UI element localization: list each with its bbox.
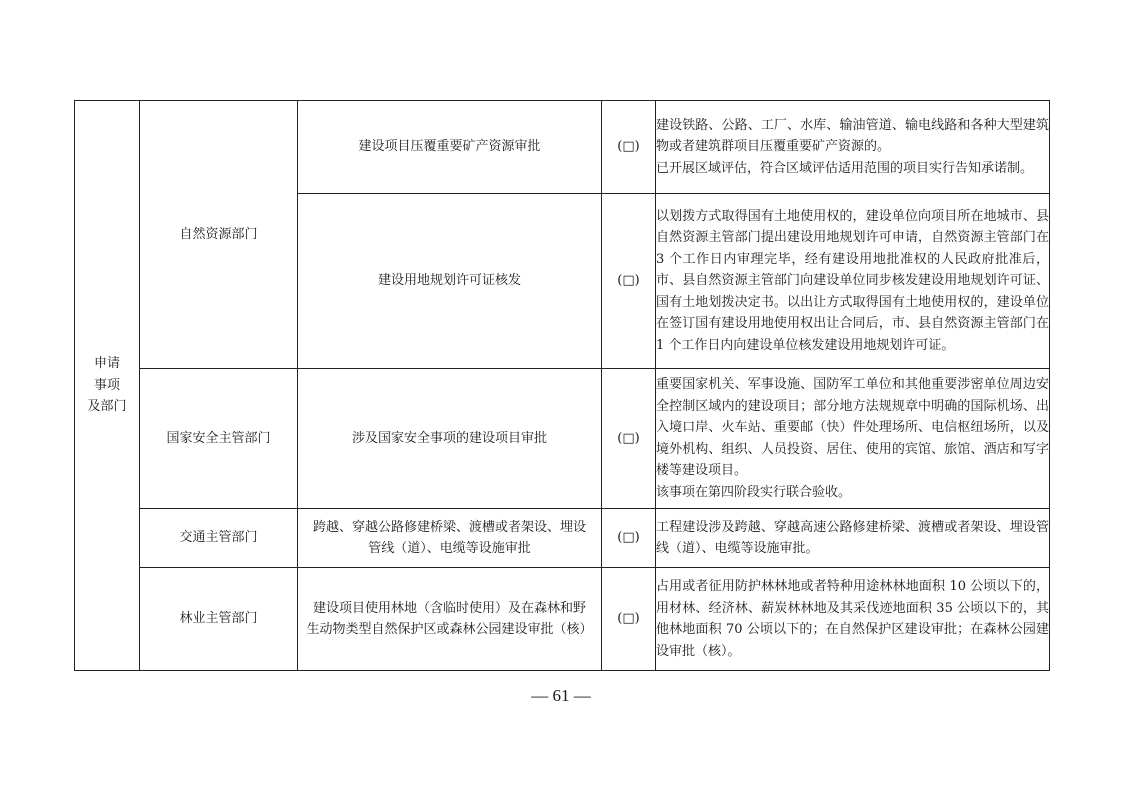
category-line: 及部门 (87, 399, 127, 415)
department-cell: 交通主管部门 (140, 509, 298, 568)
item-type-cell: (□) (602, 194, 656, 369)
item-name-cell (298, 194, 602, 369)
item-name-cell (298, 509, 602, 568)
item-type-cell: (□) (602, 101, 656, 194)
item-name: 涉及国家安全事项的建设项目审批 (351, 430, 547, 446)
item-description: 以划拨方式取得国有土地使用权的，建设单位向项目所在地城市、县自然资源主管部门提出建设用地规划许可申请，自然资源主管部门在 3 个工作日内审理完毕，经有建设用地批准权的人民政府批准后，市、县自然资源主管部门向建设单位同步核发建设用地规划许可证、国有土地划拨决定书。以出让方式取得国有土地使用权的，建设单位在签订国有建设用地使用权出让合同后，市、县自然资源主管部门在 1 个工作日内向建设单位核发建设用地规划许可证。 (656, 208, 1049, 353)
category-line: 申请 (93, 356, 120, 372)
table-row (75, 568, 1050, 671)
category-line: 事项 (93, 377, 120, 393)
page-number: — 61 — (531, 686, 591, 705)
approval-items-table (74, 100, 1050, 671)
item-description-cell (656, 568, 1050, 671)
item-description-cell (656, 369, 1050, 509)
item-name-cell (298, 369, 602, 509)
item-description: 重要国家机关、军事设施、国防军工单位和其他重要涉密单位周边安全控制区域内的建设项目；部分地方法规规章中明确的国际机场、出入境口岸、火车站、重要邮（快）件处理场所、电信枢纽场所，以及境外机构、组织、人员投资、居住、使用的宾馆、旅馆、酒店和写字楼等建设项目。 (656, 377, 1049, 478)
category-cell (75, 101, 140, 671)
item-description: 工程建设涉及跨越、穿越高速公路修建桥梁、渡槽或者架设、埋设管线（道）、电缆等设施审批。 (656, 519, 1049, 556)
item-type-cell: (□) (602, 509, 656, 568)
item-name: 建设项目使用林地（含临时使用）及在森林和野 (312, 600, 586, 616)
item-description: 该事项在第四阶段实行联合验收。 (656, 484, 852, 500)
item-type-cell: (□) (602, 369, 656, 509)
item-name-cell (298, 568, 602, 671)
item-name: 建设项目压覆重要矿产资源审批 (358, 139, 541, 155)
table-row (75, 101, 1050, 194)
item-description: 已开展区域评估，符合区域评估适用范围的项目实行告知承诺制。 (656, 160, 1034, 176)
department-cell: 自然资源部门 (140, 101, 298, 369)
item-description: 占用或者征用防护林林地或者特种用途林林地面积 10 公顷以下的，用材林、经济林、薪炭林林地及其采伐迹地面积 35 公顷以下的，其他林地面积 70 公顷以下的；在自然保护区建设审批；在森林公园建设审批（核）。 (656, 579, 1049, 659)
item-description-cell (656, 194, 1050, 369)
item-description: 建设铁路、公路、工厂、水库、输油管道、输电线路和各种大型建筑物或者建筑群项目压覆重要矿产资源的。 (656, 117, 1049, 155)
department-cell: 国家安全主管部门 (140, 369, 298, 509)
item-name: 跨越、穿越公路修建桥梁、渡槽或者架设、埋设 (312, 519, 586, 535)
item-name: 建设用地规划许可证核发 (377, 273, 521, 289)
item-name: 生动物类型自然保护区或森林公园建设审批（核） (306, 622, 593, 637)
item-description-cell (656, 101, 1050, 194)
item-type-cell: (□) (602, 568, 656, 671)
item-description-cell (656, 509, 1050, 568)
department-cell: 林业主管部门 (140, 568, 298, 671)
item-name: 管线（道）、电缆等设施审批 (368, 541, 531, 556)
table-row (75, 369, 1050, 509)
item-name-cell (298, 101, 602, 194)
table-row (75, 509, 1050, 568)
